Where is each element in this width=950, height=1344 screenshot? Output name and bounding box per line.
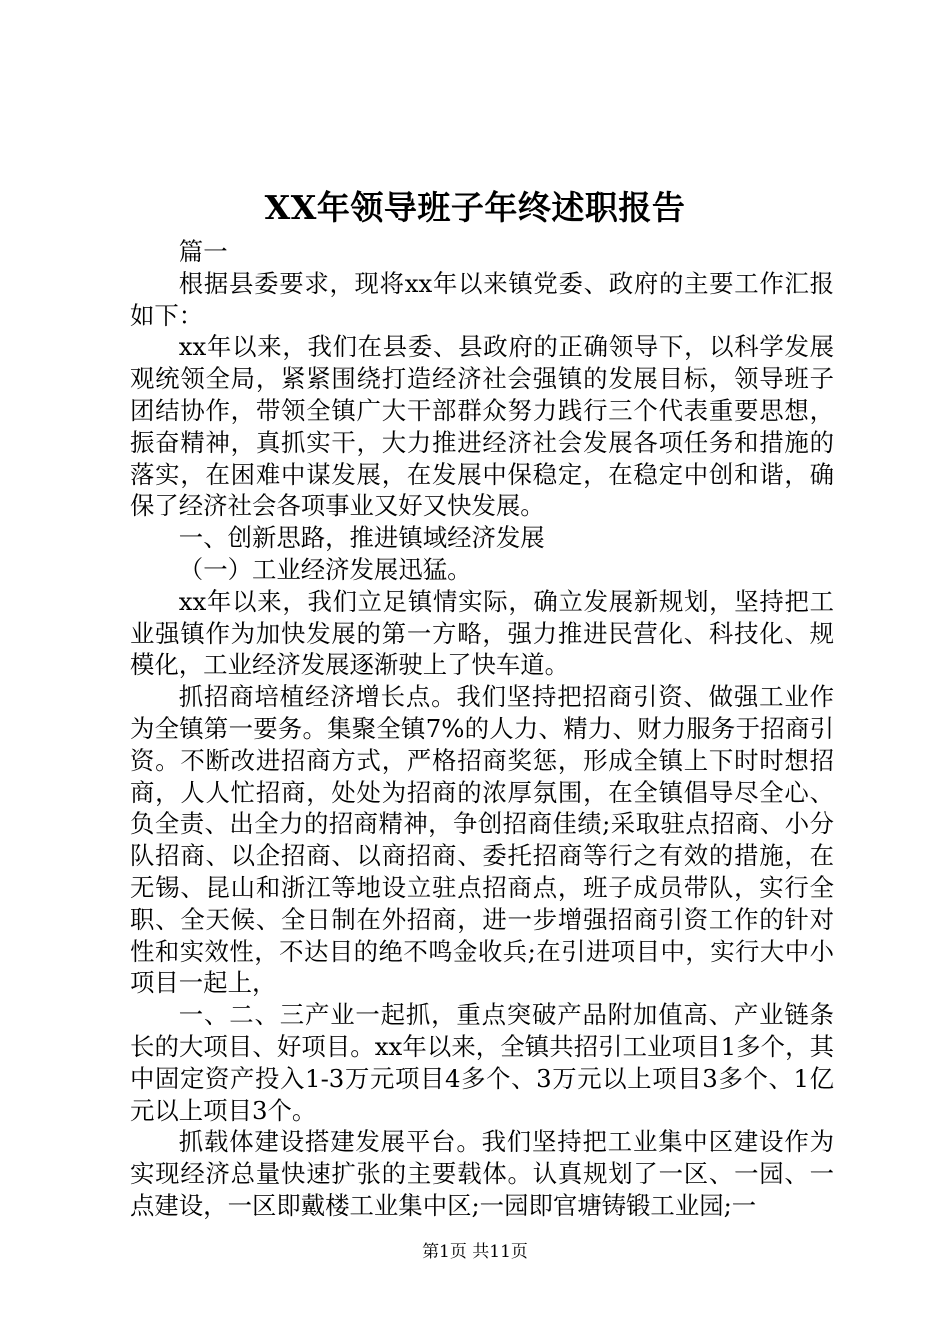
document-body — [130, 236, 834, 1222]
document-title: XX年领导班子年终述职报告 — [264, 188, 686, 227]
platform-paragraph: 抓载体建设搭建发展平台。我们坚持把工业集中区建设作为实现经济总量快速扩张的主要载体。认真规划了一区、一园、一点建设，一区即戴楼工业集中区;一园即官塘铸锻工业园;一 — [130, 1127, 834, 1220]
projects-paragraph: 一、二、三产业一起抓，重点突破产品附加值高、产业链条长的大项目、好项目。xx年以来，全镇共招引工业项目1多个，其中固定资产投入1-3万元项目4多个、3万元以上项目3多个、1亿元以上项目3个。 — [130, 1000, 834, 1125]
heading-innovation: 一、创新思路，推进镇域经济发展 — [178, 523, 545, 553]
investment-paragraph: 抓招商培植经济增长点。我们坚持把招商引资、做强工业作为全镇第一要务。集聚全镇7%的人力、精力、财力服务于招商引资。不断改进招商方式，严格招商奖惩，形成全镇上下时时想招商，人人忙招商，处处为招商的浓厚氛围，在全镇倡导尽全心、负全责、出全力的招商精神，争创招商佳绩;采取驻点招商、小分队招商、以企招商、以商招商、委托招商等行之有效的措施，在无锡、昆山和浙江等地设立驻点招商点，班子成员带队，实行全职、全天候、全日制在外招商，进一步增强招商引资工作的针对性和实效性，不达目的绝不鸣金收兵;在引进项目中，实行大中小项目一起上， — [130, 682, 834, 998]
page-number: 第1页 共11页 — [422, 1242, 528, 1262]
intro-paragraph: 根据县委要求，现将xx年以来镇党委、政府的主要工作汇报如下： — [130, 268, 834, 330]
industry-paragraph: xx年以来，我们立足镇情实际，确立发展新规划，坚持把工业强镇作为加快发展的第一方略，强力推进民营化、科技化、规模化，工业经济发展逐渐驶上了快车道。 — [130, 586, 834, 680]
overview-paragraph: xx年以来，我们在县委、县政府的正确领导下，以科学发展观统领全局，紧紧围绕打造经济社会强镇的发展目标，领导班子团结协作，带领全镇广大干部群众努力践行三个代表重要思想，振奋精神，真抓实干，大力推进经济社会发展各项任务和措施的落实，在困难中谋发展，在发展中保稳定，在稳定中创和谐，确保了经济社会各项事业又好又快发展。 — [130, 332, 834, 521]
subheading-industry: （一）工业经济发展迅猛。 — [178, 554, 472, 584]
section-label: 篇一 — [178, 237, 228, 266]
